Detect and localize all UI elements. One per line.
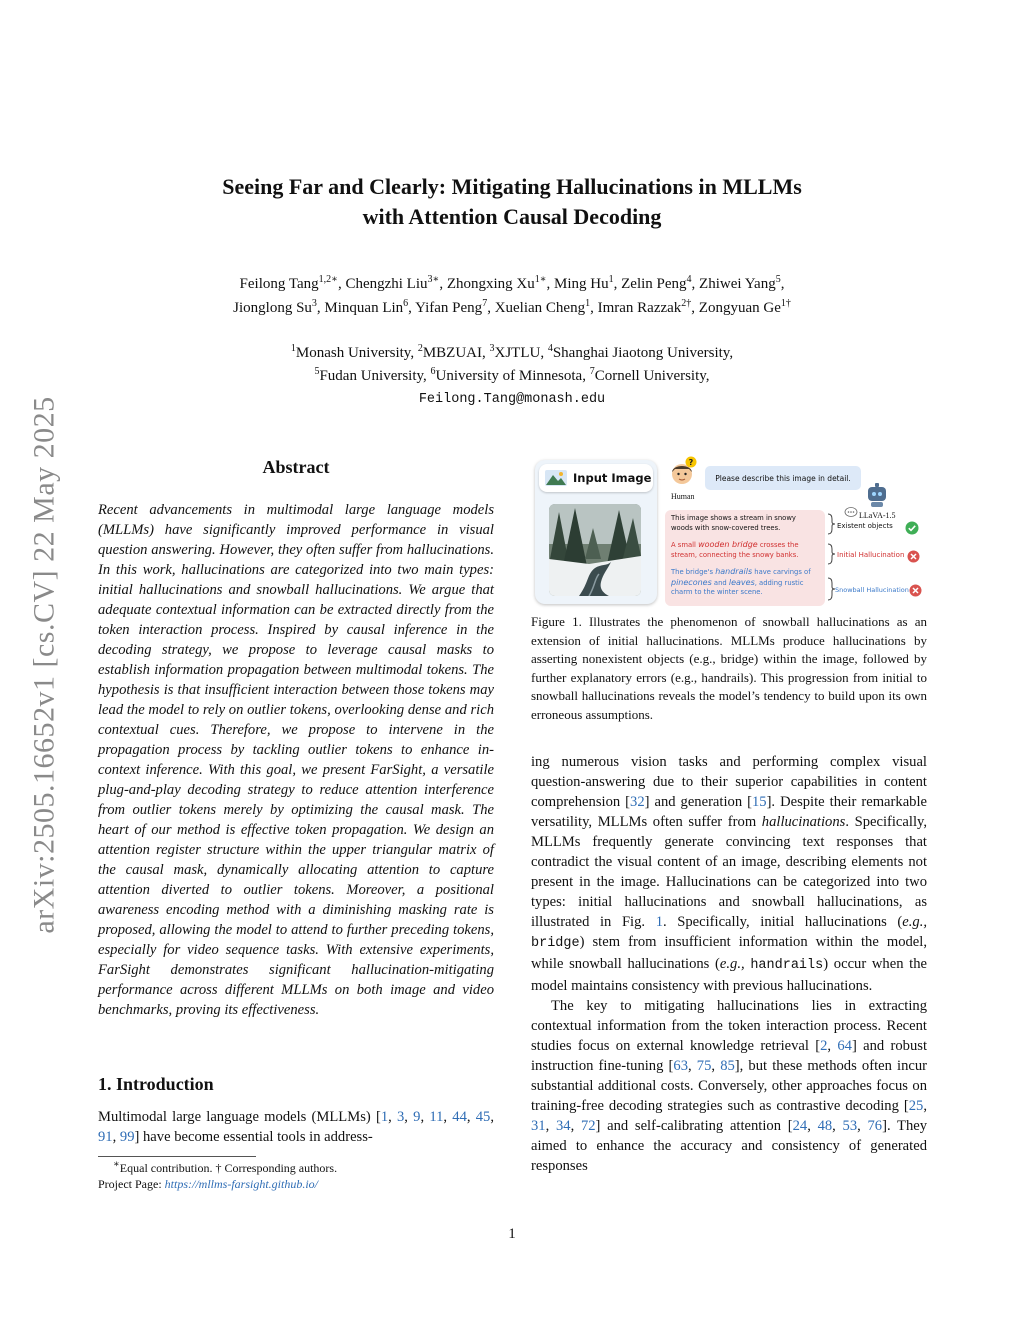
citation-link[interactable]: 31 (531, 1118, 546, 1134)
arxiv-identifier-text: arXiv:2505.16652v1 [cs.CV] 22 May 2025 (28, 396, 61, 934)
citation-link[interactable]: 91 (98, 1129, 113, 1145)
citation-link[interactable]: 75 (696, 1058, 712, 1074)
brace-existent (826, 513, 836, 535)
model-response-box (665, 510, 825, 606)
intro-right-paragraph-2: The key to mitigating hallucinations lies in extracting contextual information from the token interaction process. Recent studies focus on external knowledge retrieval [2, 64] and robust instruction fine-tuning [63, 75, 85], but these methods often incur substantial additional costs. Conversely, other approaches focus on training-free decoding strategies such as contrastive decoding [25, 31, 34, 72] and self-calibrating attention [24, 48, 53, 76]. They aimed to enhance the accuracy and consistency of generated responses (531, 998, 928, 1174)
citation-link[interactable]: 99 (119, 1129, 135, 1145)
intro-suffix: ] have become essential tools in address- (134, 1129, 373, 1145)
citation-link[interactable]: 25 (908, 1098, 924, 1114)
response-snowball-hallucination: The bridge's handrails have carvings of pinecones and leaves, adding rustic charm to the winter scene. (671, 567, 811, 596)
figure-1 (533, 458, 927, 608)
citation-link[interactable]: 72 (580, 1118, 596, 1134)
prompt-bubble: Please describe this image in detail. (705, 466, 861, 490)
citation-link[interactable]: 15 (751, 794, 767, 810)
footnote-contribution: ∗Equal contribution. † Corresponding authors. (113, 1159, 338, 1175)
footnote-rule (98, 1156, 256, 1157)
label-existent-objects: Existent objects (837, 522, 893, 530)
citation-link[interactable]: 1 (380, 1109, 389, 1125)
thinking-bubble-icon (844, 506, 858, 518)
input-image-label: Input Image (539, 464, 653, 492)
citation-link[interactable]: 45 (475, 1109, 491, 1125)
cross-icon (909, 584, 922, 597)
citation-link[interactable]: 32 (630, 794, 645, 810)
citation-link[interactable]: 76 (867, 1118, 883, 1134)
cross-icon (907, 550, 920, 563)
response-initial-hallucination: A small wooden bridge crosses the stream, connecting the snowy banks. (671, 540, 799, 559)
check-icon (905, 521, 919, 535)
citation-link[interactable]: 48 (817, 1118, 833, 1134)
label-snowball-hallucination: Snowball Hallucination (835, 586, 909, 594)
citation-link[interactable]: 3 (397, 1109, 405, 1125)
snowy-stream-photo (549, 504, 641, 596)
paper-title (140, 172, 884, 232)
abstract-body: Recent advancements in multimodal large language models (MLLMs) have significantly improved performance in visual question answering. However, they often suffer from hallucinations. In this work, hallucinations are categorized into two main types: initial hallucinations and snowball hallucinations. We argue that adequate contextual information can be extracted directly from the token interaction process. Inspired by causal inference in the decoding strategy, we propose to leverage causal masks to establish information propagation between multimodal tokens. The hypothesis is that insufficient interaction between those tokens may lead the model to rely on outlier tokens, overlooking dense and rich contextual cues. Therefore, we propose to intervene in the propagation process by tackling outlier tokens to enhance in-context inference. With this goal, we present FarSight, a versatile plug-and-play decoding strategy to reduce attention interference from outlier tokens merely by optimizing the causal mask. The heart of our method is effective token propagation. We design an attention register structure within the upper triangular matrix of the causal mask, dynamically allocating attention to capture attention diverted to outlier tokens. Moreover, a positional awareness encoding method with a diminishing masking rate is proposed, allowing the model to attend to further preceding tokens, especially for video sequence tasks. With extensive experiments, FarSight demonstrates significant hallucination-mitigating performance across different MLLMs on both image and video benchmarks, proving its effectiveness. (98, 502, 494, 1018)
citation-link[interactable]: 44 (452, 1109, 467, 1125)
intro-prefix: Multimodal large language models (MLLMs) [ (98, 1109, 381, 1125)
affiliation-line-2: $^5$Fudan University, $^6$University of Minnesota, $^7$Cornell University, (314, 366, 710, 384)
arxiv-identifier (20, 365, 70, 965)
input-image-panel (535, 460, 657, 604)
mountain-icon (545, 470, 567, 486)
citation-link[interactable]: 63 (673, 1058, 688, 1074)
citation-link[interactable]: 24 (792, 1118, 808, 1134)
introduction-paragraph-right (531, 752, 927, 1176)
citation-link[interactable]: 64 (837, 1038, 852, 1054)
title-line-1: Seeing Far and Clearly: Mitigating Hallucinations in MLLMs (222, 174, 802, 199)
title-line-2: with Attention Causal Decoding (362, 204, 662, 229)
label-initial-hallucination: Initial Hallucination (837, 551, 905, 559)
svg-text:?: ? (688, 458, 694, 467)
author-list (140, 272, 884, 320)
brace-initial (826, 543, 836, 565)
figure-reference-link[interactable]: 1 (655, 914, 663, 930)
citation-link[interactable]: 2 (820, 1038, 828, 1054)
affiliation-line-1: $^1$Monash University, $^2$MBZUAI, $^3$XJTLU, $^4$Shanghai Jiaotong University, (290, 343, 734, 361)
author-line-1: Feilong Tang$^{1,2∗}$, Chengzhi Liu$^{3∗}$, Zhongxing $Xu^{1∗}$, Ming Hu$^1$, Zelin Peng$^4$, Zhiwei Yang$^5$, (239, 274, 785, 292)
introduction-paragraph-left: Multimodal large language models (MLLMs) [1, 3, 9, 11, 44, 45, 91, 99] have become essential tools in address- (98, 1109, 494, 1145)
project-page-link[interactable]: https://mllms-farsight.github.io/ (164, 1177, 319, 1191)
author-line-2: Jionglong Su$^3$, Minquan Lin$^6$, Yifan Peng$^7$, Xuelian Cheng$^1$, Imran Razzak$^{2\dagger}$, Zongyuan $Ge^{1\dagger}$ (233, 298, 791, 316)
footnote (98, 1160, 498, 1192)
footnote-project: Project Page: https://mllms-farsight.github.io/ (98, 1177, 319, 1191)
abstract-heading: Abstract (262, 457, 330, 477)
question-mark-icon (685, 456, 697, 468)
citation-link[interactable]: 9 (413, 1109, 421, 1125)
response-existent: This image shows a stream in snowy woods with snow-covered trees. (671, 514, 796, 532)
citation-link[interactable]: 34 (555, 1118, 571, 1134)
robot-icon (865, 482, 889, 508)
affiliations (140, 342, 884, 388)
figure-1-caption: Figure 1. Illustrates the phenomenon of snowball hallucinations as an extension of initial hallucinations. MLLMs produce hallucinations by asserting nonexistent objects (e.g., bridge) within the image, followed by further explanatory errors (e.g., handrails). This progression from initial to snowball hallucinations reveals the model’s tendency to build upon its own erroneous assumptions. (531, 614, 927, 722)
citation-link[interactable]: 85 (720, 1058, 735, 1074)
page-number: 1 (508, 1226, 516, 1242)
intro-right-paragraph-1: ing numerous vision tasks and performing complex visual question-answering due to their superior capabilities in content comprehension [32] and generation [15]. Despite their remarkable versatility, MLLMs often suffer from hallucinations. Specifically, MLLMs frequently generate convincing text responses that contradict the visual content of an image, describing elements not present in the image. Hallucinations can be categorized into two types: initial hallucinations and snowball hallucinations, as illustrated in Fig. 1. Specifically, initial hallucinations (e.g., bridge) stem from insufficient information within the model, while snowball hallucinations (e.g., handrails) occur when the model maintains consistency with previous hallucinations. (531, 754, 928, 994)
citation-link[interactable]: 53 (842, 1118, 858, 1134)
human-label: Human (671, 492, 695, 501)
contact-email[interactable]: Feilong.Tang@monash.edu (418, 392, 606, 407)
citation-link[interactable]: 11 (429, 1109, 444, 1125)
model-label: LLaVA-1.5 (859, 511, 896, 520)
introduction-heading: 1. Introduction (98, 1074, 214, 1094)
